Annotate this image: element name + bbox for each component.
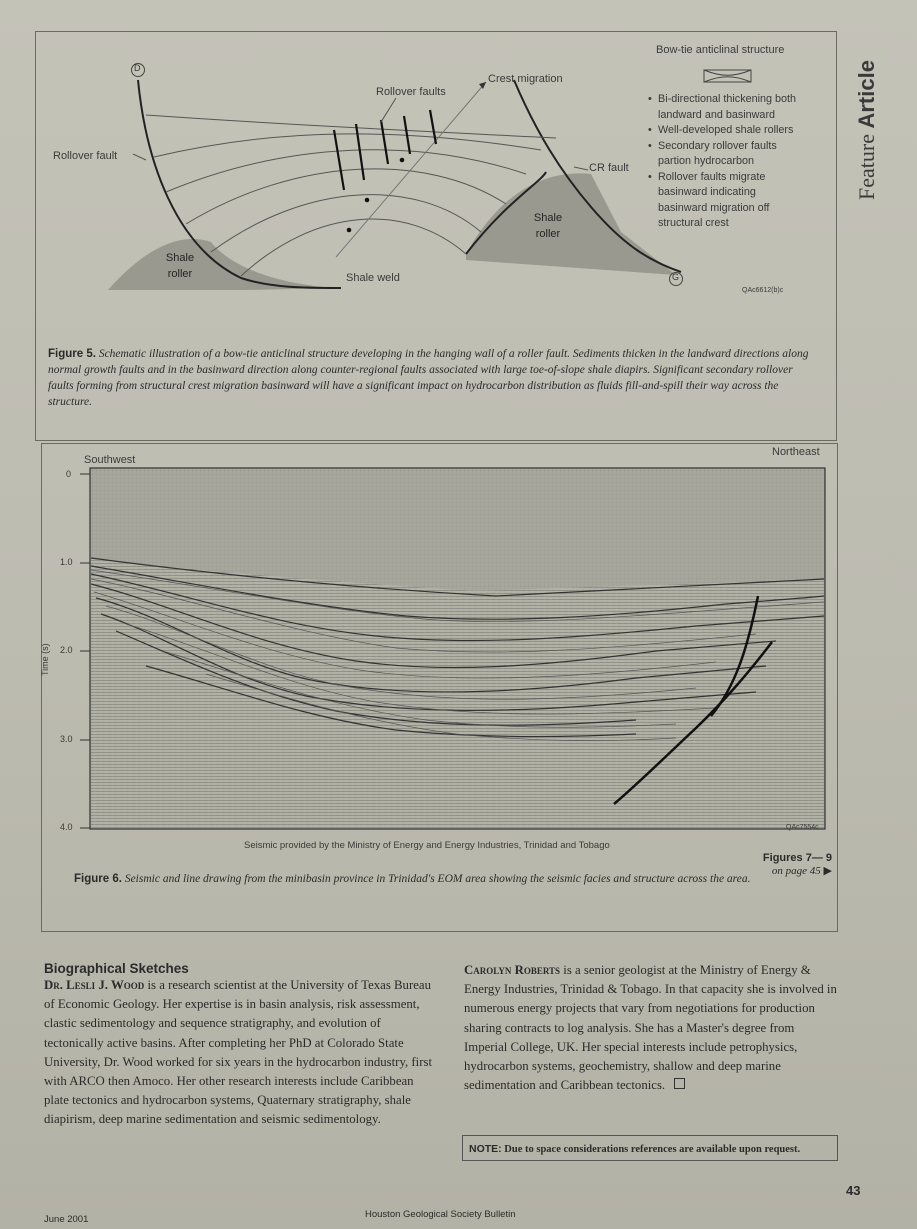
arrow-right-icon: ▶: [823, 865, 832, 877]
bio-roberts-text: is a senior geologist at the Ministry of Energy & Energy Industries, Trinidad & Tobago. In that capacity she is involved in numerous energy projects that vary from negotiations for production sharing contracts to log analysis. She has a Master's degree from Imperial College, UK. Her special interests include petrophysics, hydrocarbon systems, geochemistry, shallow and deep marine sedimentation and Caribbean tectonics.: [464, 963, 837, 1093]
article-word: Article: [854, 60, 879, 129]
figures-7-9-page: on page 45: [771, 865, 821, 877]
figure-6-caption-label: Figure 6.: [74, 873, 122, 885]
page-number: 43: [846, 1183, 861, 1198]
seismic-section: [76, 466, 828, 836]
bullet-item: • Rollover faults migrate basinward indicating basinward migration off structural crest: [648, 170, 800, 232]
figure-6-caption: [74, 871, 760, 887]
shale-weld-label: Shale weld: [346, 272, 400, 284]
y-tick-3: 3.0: [60, 734, 73, 744]
bullet-item: • Well-developed shale rollers: [648, 123, 800, 139]
note-label: NOTE:: [469, 1143, 502, 1155]
end-mark-icon: [674, 1078, 685, 1089]
y-tick-2: 2.0: [60, 645, 73, 655]
y-tick-0: 0: [66, 469, 72, 479]
note-box: [462, 1135, 838, 1161]
bio-wood: [44, 976, 439, 1130]
seismic-credit: Seismic provided by the Ministry of Energy and Energy Industries, Trinidad and Tobago: [244, 840, 610, 851]
bow-tie-icon: [704, 70, 751, 82]
figures-7-9-link[interactable]: [742, 852, 832, 877]
point-d-label: D: [134, 63, 141, 73]
figure-5-caption-text: Schematic illustration of a bow-tie anticlinal structure developing in the hanging wall of a roller fault. Sediments thicken in the landward directions along normal growth faults and in the basinward direction along counter-regional faults associated with large toe-of-slope shale diapirs. Significant secondary rollover faults forming from structural crest migration basinward will have a significant impact on hydrocarbon distribution as fluids fill-and-spill their way across the structure.: [48, 348, 809, 408]
shale-roller-left-label: Shale roller: [165, 252, 195, 280]
bullet-item: • Secondary rollover faults partion hydrocarbon: [648, 139, 800, 170]
feature-article-header: [854, 0, 880, 200]
footer-publication: Houston Geological Society Bulletin: [365, 1209, 516, 1220]
bio-roberts-name: Carolyn Roberts: [464, 963, 561, 977]
figure-5-caption: [48, 346, 816, 410]
shale-roller-right-shape: [466, 173, 676, 275]
bow-tie-bullets: [648, 92, 800, 232]
bio-heading: Biographical Sketches: [44, 961, 189, 976]
y-tick-4: 4.0: [60, 822, 73, 832]
figure-6-caption-text: Seismic and line drawing from the minibasin province in Trinidad's EOM area showing the seismic facies and structure across the area.: [124, 873, 751, 885]
figure-5-caption-label: Figure 5.: [48, 348, 96, 360]
figure-6-code: QAc7554c: [786, 824, 819, 831]
northeast-label: Northeast: [772, 446, 820, 458]
rollover-fault-label: Rollover fault: [53, 150, 118, 162]
rollover-faults-label: Rollover faults: [376, 86, 446, 98]
figures-7-9-title: Figures 7— 9: [762, 852, 832, 864]
footer-date: June 2001: [44, 1214, 89, 1225]
bio-wood-text: is a research scientist at the University of Texas Bureau of Economic Geology. Her expertise is in basin analysis, risk assessment, clastic sedimentology and sequence stratigraphy, and evolution of tectonically active basins. After completing her PhD at Colorado State University, Dr. Wood worked for six years in the hydrocarbon industry, first with ARCO then Amoco. Her other research interests include Caribbean plate tectonics and hydrocarbon systems, Quaternary stratigraphy, shale diapirism, deep marine sedimentation and seismic sedimentology.: [44, 978, 433, 1127]
shale-roller-right-label: Shale roller: [533, 212, 563, 240]
crest-migration-label: Crest migration: [488, 73, 563, 85]
cr-fault-label: CR fault: [589, 162, 629, 174]
figure-5-code: QAc6612(b)c: [742, 287, 784, 294]
note-text: Due to space considerations references are available upon request.: [501, 1144, 801, 1155]
bio-roberts: [464, 961, 839, 1095]
bow-tie-title: Bow-tie anticlinal structure: [656, 44, 785, 56]
southwest-label: Southwest: [84, 454, 136, 466]
bio-wood-name: Dr. Lesli J. Wood: [44, 978, 145, 992]
point-g-label: G: [672, 272, 680, 282]
y-axis-label: Time (s): [40, 643, 50, 676]
bullet-item: • Bi-directional thickening both landward and basinward: [648, 92, 800, 123]
feature-word: Feature: [854, 134, 879, 200]
y-tick-1: 1.0: [60, 557, 73, 567]
